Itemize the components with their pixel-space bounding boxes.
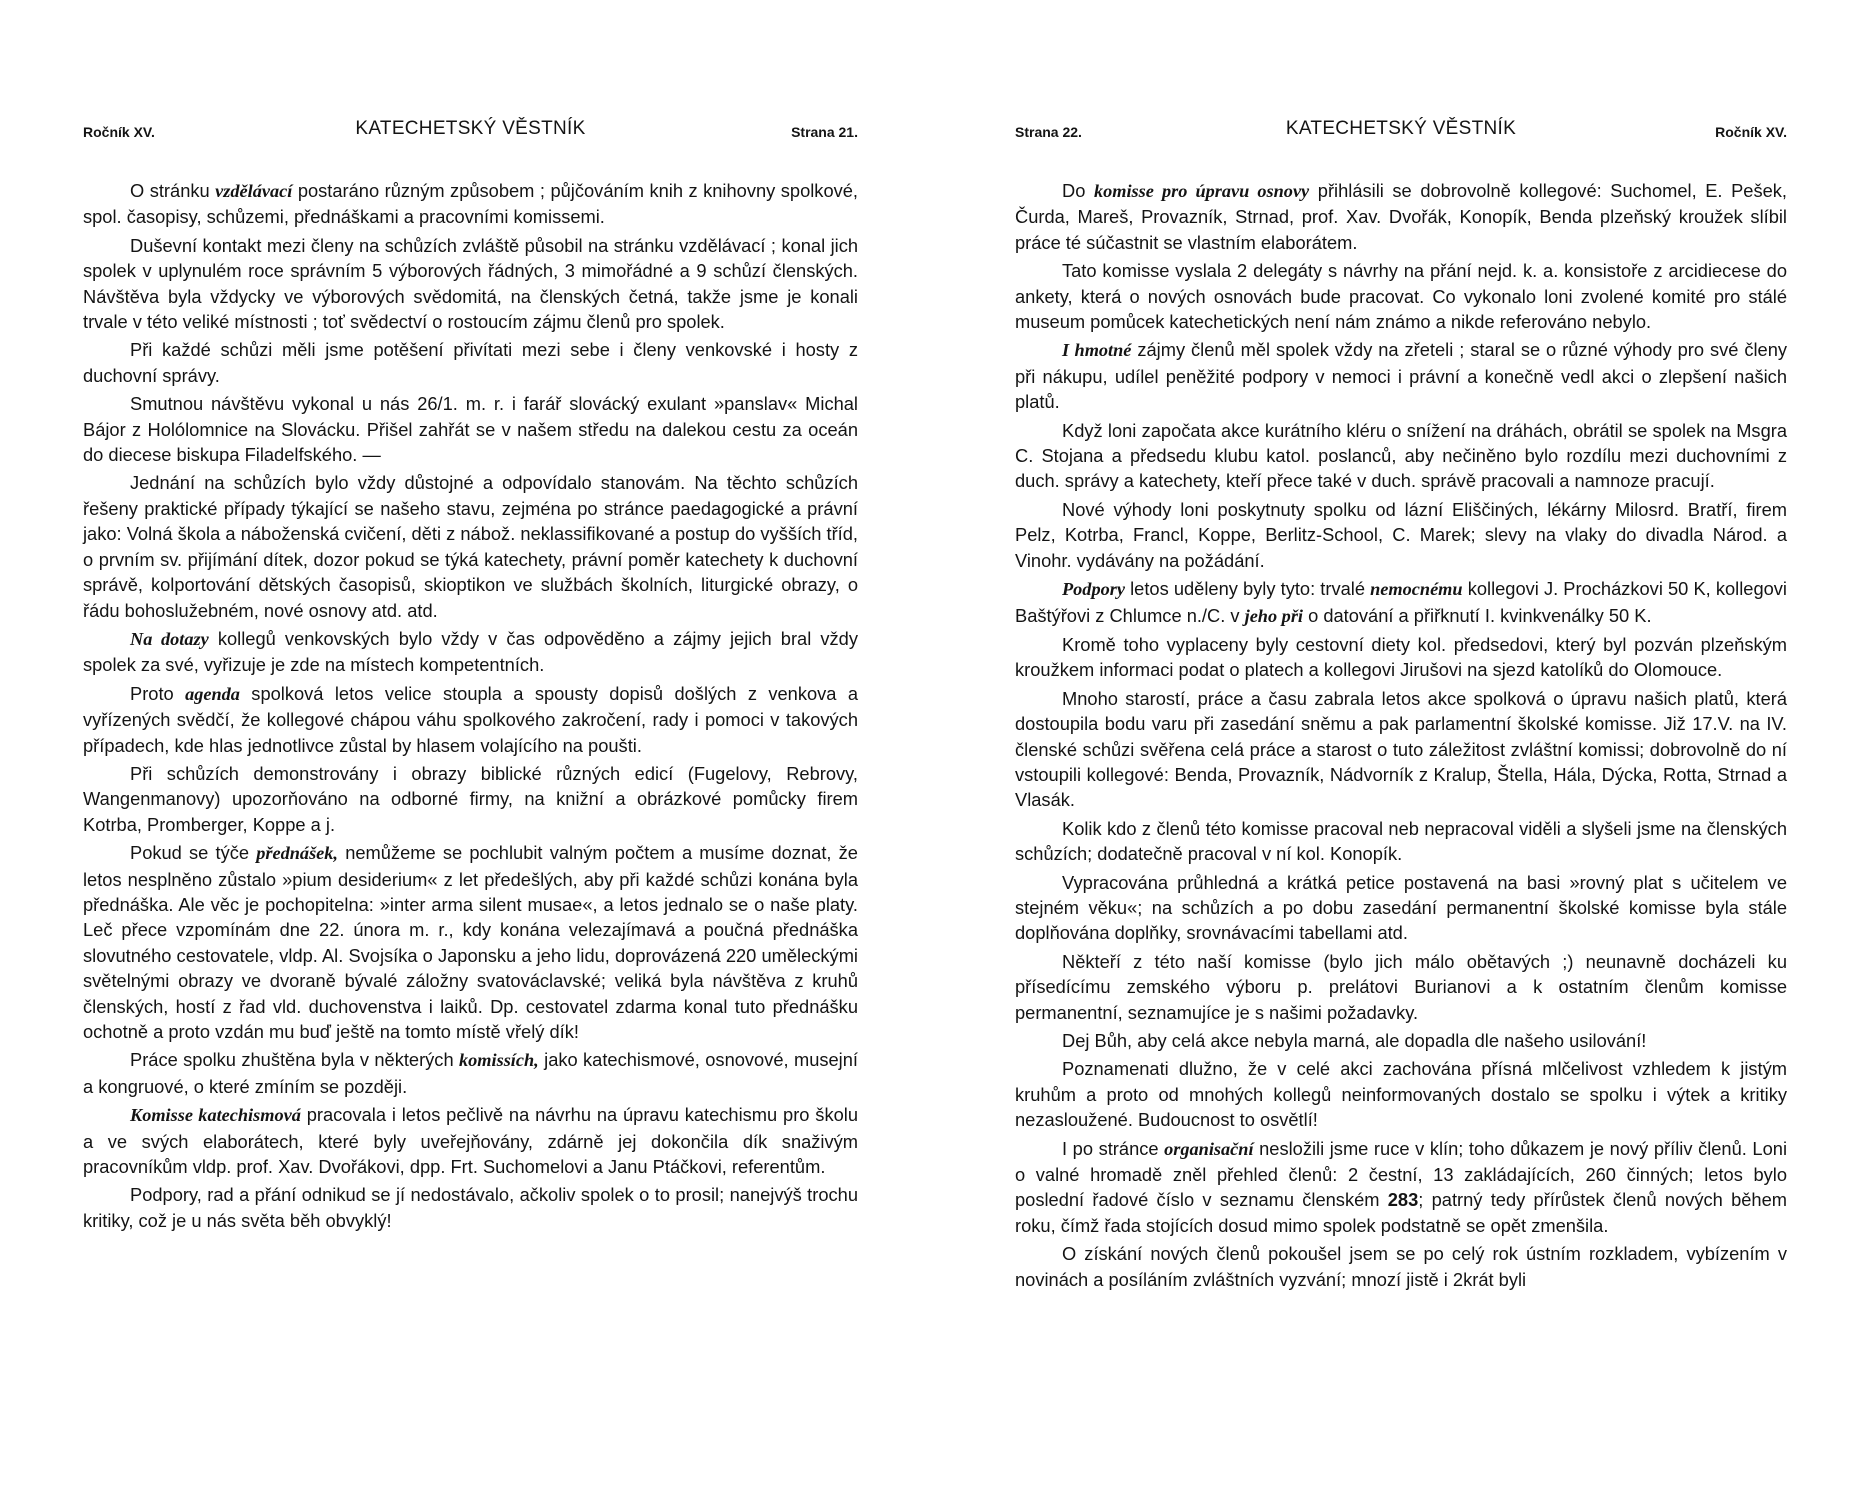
emphasized-text: I hmotné [1062, 340, 1132, 361]
paragraph [1015, 258, 1787, 334]
emphasized-text: vzdělávací [215, 181, 293, 201]
emphasized-text: organisační [1164, 1138, 1254, 1159]
paragraph [83, 470, 858, 622]
volume-label: Ročník XV. [83, 124, 155, 140]
volume-label: Ročník XV. [1715, 124, 1787, 140]
paragraph [83, 1047, 858, 1099]
text-run: Do [1062, 180, 1094, 201]
text-run: Dej Bůh, aby celá akce nebyla marná, ale dopadla dle našeho usilování! [1062, 1030, 1647, 1051]
emphasized-text: nemocnému [1370, 579, 1463, 600]
text-run: Vypracována průhledná a krátká petice postavená na basi »rovný plat s učitelem ve stejném věku«; na schůzích a po dobu zasedání permanentní školské komisse byla stále doplňována doplňky, srovnávacími tabellami atd. [1015, 871, 1787, 944]
text-run: Jednání na schůzích bylo vždy důstojné a odpovídalo stanovám. Na těchto schůzích řešeny praktické případy týkající se našeho stavu, zejména po stránce paedagogické a právní jako: Volná škola a náboženská cvičení, děti z nábož. neklassifikované a postup do vyšších tříd, o prvním sv. přijímání dítek, dozor pokud se týká katechety, právní poměr katechety k duchovní správě, kolportování dětských časopisů, skioptikon ve službách školních, liturgické obrazy, o řádu bohoslužebném, nové osnovy atd. atd. [83, 472, 858, 621]
bold-number: 283 [1387, 1189, 1419, 1211]
text-run: nemůžeme se pochlubit valným počtem a musíme doznat, že letos nesplněno zůstalo »pium desiderium« z let předešlých, aby při každé schůzi konána byla přednáška. Ale věc je pochopitelna: »inter arma silent musae«, a letos jednalo se o naše platy. Leč přece vzpomínám dne 22. února m. r., kdy konána velezajímavá a poučná přednáška slovutného cestovatele, vldp. Al. Svojsíka o Japonsku a jeho lidu, doprovázená 220 uměleckými světelnými obrazy ve dvoraně bývalé záložny svatováclavské; veliká byla návštěva z kruhů členských, hostí z řad vld. duchovenstva i laiků. Dp. cestovatel zdarma konal tuto přednášku ochotně a proto vzdán mu buď ještě na tomto místě vřelý dík! [83, 842, 858, 1042]
left-page-header [83, 118, 858, 148]
paragraph [83, 178, 858, 230]
text-run: Při každé schůzi měli jsme potěšení přivítati mezi sebe i členy venkovské i hosty z duchovní správy. [83, 339, 858, 386]
text-run: Proto [130, 682, 186, 704]
emphasized-text: komissích, [459, 1050, 539, 1071]
text-run: I po stránce [1062, 1137, 1165, 1159]
emphasized-text: jeho při [1244, 605, 1304, 626]
page-number: Strana 21. [791, 124, 858, 140]
running-title: KATECHETSKÝ VĚSTNÍK [1285, 118, 1517, 139]
paragraph [83, 233, 858, 335]
text-run: Tato komisse vyslala 2 delegáty s návrhy na přání nejd. k. a. konsistoře z arcidiecese do ankety, která o nových osnovách bude pracovat. Co vykonalo loni zvolené komité pro stálé museum pomůcek katechetických není nám známo a nikde referováno nebylo. [1015, 260, 1787, 333]
emphasized-text: přednášek, [256, 843, 339, 864]
text-run: Práce spolku zhuštěna byla v některých [130, 1049, 459, 1071]
paragraph [1015, 632, 1787, 683]
paragraph [1015, 870, 1787, 946]
right-page-body [1015, 178, 1787, 1292]
paragraph [83, 840, 858, 1044]
right-page-header [1015, 118, 1787, 148]
paragraph [1015, 686, 1787, 813]
paragraph [1015, 1136, 1787, 1239]
paragraph [83, 761, 858, 837]
emphasized-text: komisse pro úpravu osnovy [1093, 181, 1310, 201]
text-run: O získání nových členů pokoušel jsem se po celý rok ústním rozkladem, vybízením v novinách a posíláním zvláštních vyzvání; mnozí jistě i 2krát byli [1015, 1243, 1787, 1290]
text-run: Při schůzích demonstrovány i obrazy biblické různých edicí (Fugelovy, Rebrovy, Wangenmanovy) upozorňováno na odborné firmy, na knižní a obrázkové pomůcky firem Kotrba, Promberger, Koppe a j. [83, 762, 858, 835]
paragraph [1015, 1028, 1787, 1053]
text-run: spolková letos velice stoupla a spousty dopisů došlých z venkova a vyřízených svědčí, že kollegové chápou váhu spolkového zakročení, rady i pomoci v takových případech, kde hlas jednotlivce zůstal by hlasem volajícího na poušti. [83, 682, 858, 756]
text-run: Když loni započata akce kurátního kléru o snížení na dráhách, obrátil se spolek na Msgra C. Stojana a předsedu klubu katol. poslanců, aby nečiněno bylo rozdílu mezi duchovními z duch. správy a katechety, kteří přece také v duch. správě pracovali a namnoze pracují. [1015, 419, 1787, 492]
paragraph [1015, 337, 1787, 414]
text-run: kollegů venkovských bylo vždy v čas odpověděno a zájmy jejich bral vždy spolek za své, vyřizuje je zde na místech kompetentních. [83, 627, 858, 676]
text-run: jako katechismové, osnovové, musejní a kongruové, o které zmíním se později. [83, 1049, 858, 1097]
text-run: přihlásili se dobrovolně kollegové: Suchomel, E. Pešek, Čurda, Mareš, Provazník, Strnad, prof. Xav. Dvořák, Konopík, Benda plzeňský kroužek slíbil práce té súčastnit se vlastním elaborátem. [1015, 180, 1787, 253]
text-run: O stránku [130, 180, 216, 201]
paragraph [83, 681, 858, 758]
text-run: Nové výhody loni poskytnuty spolku od lázní Eliščiných, lékárny Milosrd. Bratří, firem Pelz, Kotrba, Francl, Koppe, Berlitz-School, C. Marek; slevy na vlaky do divadla Národ. a Vinohr. vydávány na požádání. [1015, 498, 1787, 571]
paragraph [1015, 576, 1787, 629]
text-run: Kromě toho vyplaceny byly cestovní diety kol. předsedovi, který byl pozván plzeňským kroužkem informaci podat o platech a kollegovi Jirušovi na sjezd katolíků do Olomouce. [1015, 633, 1787, 681]
left-page-body [83, 178, 858, 1233]
text-run: nesložili jsme ruce v klín; toho důkazem je nový příliv členů. Loni o valné hromadě zněl přehled členů: 2 čestní, 13 zakládajících, 260 činných; letos bylo poslední řadové číslo v seznamu členském [1015, 1137, 1788, 1211]
text-run: Pokud se týče [130, 842, 257, 864]
text-run: pracovala i letos pečlivě na návrhu na úpravu katechismu pro školu a ve svých elaborátech, které byly uveřejňovány, zdárně jej dokončila dík snaživým pracovníkům vldp. prof. Xav. Dvořákovi, dpp. Frt. Suchomelovi a Janu Ptáčkovi, referentům. [83, 1104, 858, 1178]
text-run: Duševní kontakt mezi členy na schůzích zvláště působil na stránku vzdělávací ; konal jich spolek v uplynulém roce správním 5 výborových řádných, 3 mimořádné a 9 schůzí členských. Návštěva byla vždycky ve výborových svědomitá, na členských četná, takže jsme je konali trvale v této veliké místnosti ; toť svědectví o rostoucím zájmu členů pro spolek. [83, 234, 858, 333]
paragraph [83, 391, 858, 467]
paragraph [1015, 178, 1787, 255]
text-run: Podpory, rad a přání odnikud se jí nedostávalo, ačkoliv spolek o to prosil; nanejvýš trochu kritiky, což je u nás světa běh obvyklý! [83, 1184, 858, 1231]
running-title: KATECHETSKÝ VĚSTNÍK [355, 118, 586, 139]
paragraph [83, 626, 858, 678]
emphasized-text: Na dotazy [130, 628, 209, 649]
paragraph [1015, 1241, 1787, 1292]
left-page [83, 118, 858, 1236]
text-run: kollegovi J. Procházkovi 50 K, kollegovi Baštýřovi z Chlumce n./C. v [1015, 578, 1787, 626]
paragraph [83, 1182, 858, 1233]
paragraph [83, 337, 858, 388]
paragraph [1015, 497, 1787, 573]
page-number: Strana 22. [1015, 124, 1082, 140]
paragraph [83, 1102, 858, 1179]
emphasized-text: agenda [185, 683, 240, 704]
paragraph [1015, 418, 1787, 494]
paragraph [1015, 949, 1787, 1025]
text-run: zájmy členů měl spolek vždy na zřeteli ; staral se o různé výhody pro své členy při nákupu, udílel peněžité podpory v nemoci i právní a konečně vedl akci o zlepšení našich platů. [1015, 339, 1788, 413]
text-run: ; patrný tedy přírůstek členů nových během roku, čímž řada stojících dosud mimo spolek podstatně se opět zmenšila. [1015, 1189, 1787, 1236]
emphasized-text: Komisse katechismová [130, 1105, 301, 1126]
emphasized-text: Podpory [1062, 579, 1125, 600]
text-run: postaráno různým způsobem ; půjčováním knih z knihovny spolkové, spol. časopisy, schůzemi, přednáškami a pracovními komissemi. [83, 180, 858, 228]
text-run: Smutnou návštěvu vykonal u nás 26/1. m. r. i farář slovácký exulant »panslav« Michal Bájor z Holólomnice na Slovácku. Přišel zahřát se v našem středu na dalekou cestu za oceán do diecese biskupa Filadelfského. — [83, 393, 858, 466]
paragraph [1015, 1056, 1787, 1132]
text-run: Kolik kdo z členů této komisse pracoval neb nepracoval viděli a slyšeli jsme na členských schůzích; dodatečně pracoval v ní kol. Konopík. [1015, 817, 1787, 865]
text-run: Mnoho starostí, práce a času zabrala letos akce spolková o úpravu našich platů, která dostoupila bodu varu při zasedání sněmu a pak parlamentní školské komisse. Již 17.V. na IV. členské schůzi svěřena celá práce a starost o tuto záležitost zvláštní komissi; dobrovolně do ní vstoupili kollegové: Benda, Provazník, Nádvorník z Kralup, Štella, Hála, Dýcka, Rotta, Strnad a Vlasák. [1015, 687, 1787, 811]
text-run: Někteří z této naší komisse (bylo jich málo obětavých ;) neunavně docházeli ku přísedícímu zemského výboru p. prelátovi Burianovi a k ostatním členům komisse permanentní, seznamujíce je s našimi požadavky. [1015, 950, 1787, 1023]
text-run: o datování a přiřknutí I. kvinkvenálky 50 K. [1303, 604, 1652, 626]
right-page [1015, 118, 1787, 1295]
text-run: letos uděleny byly tyto: trvalé [1124, 578, 1371, 600]
text-run: Poznamenati dlužno, že v celé akci zachována přísná mlčelivost vzhledem k jistým kruhům a proto od mnohých kollegů neinformovaných dostalo se spolku i výtek a kritiky nezasloužené. Budoucnost to osvětlí! [1015, 1058, 1787, 1131]
paragraph [1015, 816, 1787, 867]
